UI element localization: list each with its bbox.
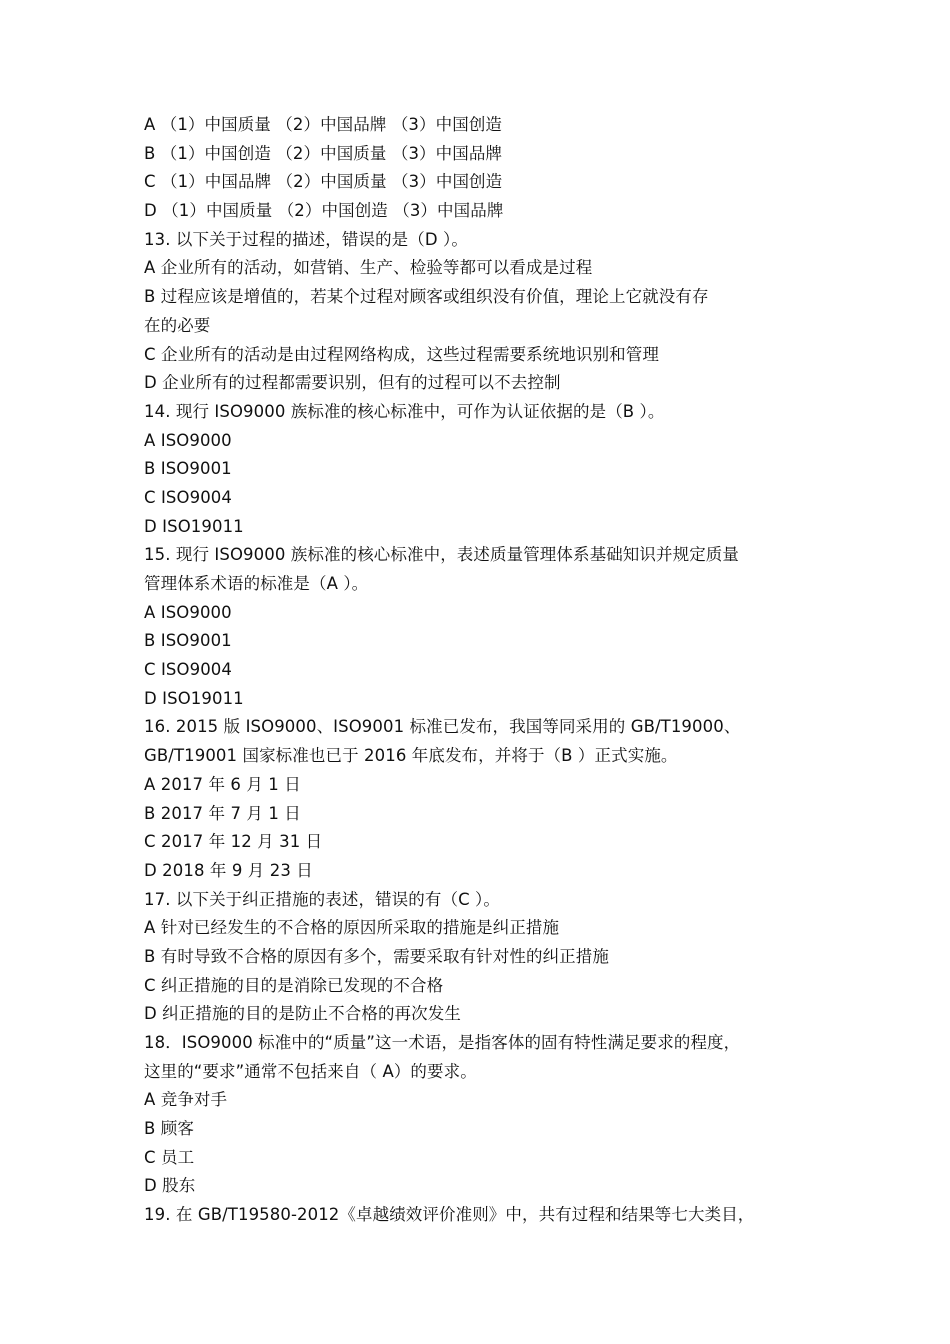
text-line: 管理体系术语的标准是（A ）。	[144, 574, 369, 593]
question-15: 15. 现行 ISO9000 族标准的核心标准中，表述质量管理体系基础知识并规定质量	[144, 545, 739, 565]
text-line: C （1）中国品牌 （2）中国质量 （3）中国创造	[144, 172, 503, 192]
text-line: C ISO9004	[144, 487, 232, 507]
text-line: B 有时导致不合格的原因有多个，需要采取有针对性的纠正措施	[144, 946, 609, 966]
document-text	[144, 111, 794, 1230]
question-14: 14. 现行 ISO9000 族标准的核心标准中，可作为认证依据的是（B ）。	[144, 401, 665, 421]
text-line: C 企业所有的活动是由过程网络构成，这些过程需要系统地识别和管理	[144, 344, 659, 364]
question-19: 19. 在 GB/T19580-2012《卓越绩效评价准则》中，共有过程和结果等七大类目，	[144, 1205, 755, 1225]
text-line: C 2017 年 12 月 31 日	[144, 832, 323, 852]
text-line: C 员工	[144, 1147, 195, 1167]
text-line: D 纠正措施的目的是防止不合格的再次发生	[144, 1004, 461, 1024]
text-line: A ISO9000	[144, 602, 232, 622]
text-line: B ISO9001	[144, 631, 232, 651]
text-line: B 顾客	[144, 1119, 194, 1139]
text-line: D 股东	[144, 1176, 196, 1196]
question-17: 17. 以下关于纠正措施的表述，错误的有（C ）。	[144, 889, 501, 909]
text-line: A （1）中国质量 （2）中国品牌 （3）中国创造	[144, 115, 503, 134]
text-line: D （1）中国质量 （2）中国创造 （3）中国品牌	[144, 201, 504, 221]
text-line: D ISO19011	[144, 516, 244, 536]
text-line: C ISO9004	[144, 660, 232, 680]
text-line: A 针对已经发生的不合格的原因所采取的措施是纠正措施	[144, 918, 560, 938]
text-line: A 企业所有的活动，如营销、生产、检验等都可以看成是过程	[144, 258, 593, 278]
question-13: 13. 以下关于过程的描述，错误的是（D ）。	[144, 229, 468, 249]
text-line: D ISO19011	[144, 688, 244, 708]
text-line: B 2017 年 7 月 1 日	[144, 803, 301, 823]
text-line: GB/T19001 国家标准也已于 2016 年底发布，并将于（B ）正式实施。	[144, 746, 678, 766]
text-line: D 2018 年 9 月 23 日	[144, 860, 313, 880]
text-line: B （1）中国创造 （2）中国质量 （3）中国品牌	[144, 143, 503, 163]
text-line: B 过程应该是增值的，若某个过程对顾客或组织没有价值，理论上它就没有存	[144, 287, 709, 307]
text-line: C 纠正措施的目的是消除已发现的不合格	[144, 975, 444, 995]
text-line: B ISO9001	[144, 459, 232, 479]
text-line: 在的必要	[144, 315, 211, 335]
question-16: 16. 2015 版 ISO9000、ISO9001 标准已发布，我国等同采用的 GB/T19000、	[144, 717, 741, 737]
text-line: A 2017 年 6 月 1 日	[144, 774, 301, 794]
text-line: 这里的“要求”通常不包括来自（ A）的要求。	[144, 1061, 477, 1081]
text-line: D 企业所有的过程都需要识别，但有的过程可以不去控制	[144, 373, 561, 393]
question-18: 18．ISO9000 标准中的“质量”这一术语，是指客体的固有特性满足要求的程度，	[144, 1033, 741, 1052]
text-line: A 竞争对手	[144, 1090, 228, 1110]
text-line: A ISO9000	[144, 430, 232, 450]
